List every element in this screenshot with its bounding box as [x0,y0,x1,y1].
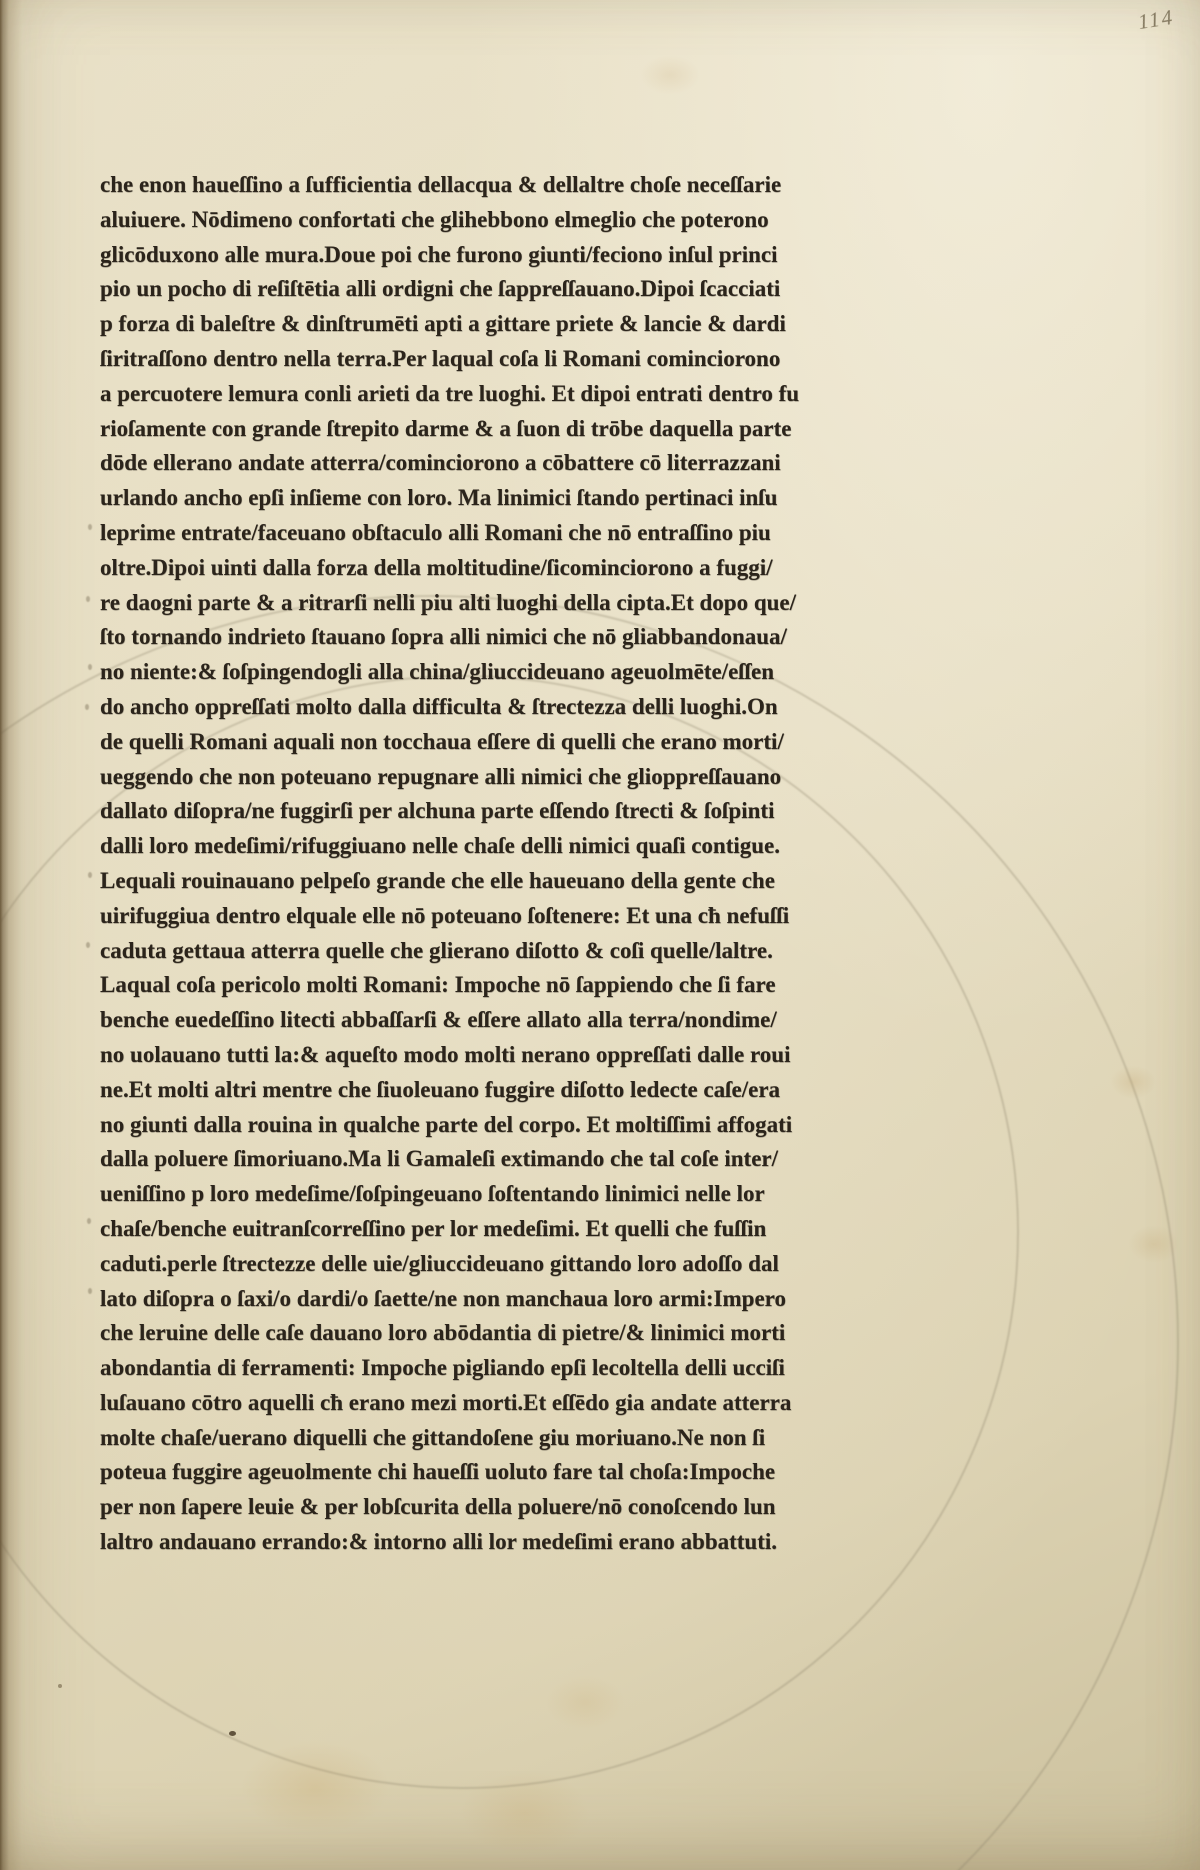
stain [1128,1225,1180,1263]
text-line: pio un pocho di reſiſtētia alli ordigni che ſappreſſauano.Dipoi ſcacciati [100,276,781,302]
stain [1110,1065,1156,1099]
text-line: dallato diſopra/ne fuggirſi per alchuna parte eſſendo ſtrecti & ſoſpinti [100,798,775,824]
stain [460,1770,590,1855]
text-line: do ancho oppreſſati molto dalla difficulta & ſtrectezza delli luoghi.On [100,693,778,719]
text-line: che leruine delle caſe dauano loro abōdantia di pietre/& linimici morti [100,1320,786,1346]
margin-speck [87,1218,91,1224]
text-block [100,168,945,1560]
text-line: aluiuere. Nōdimeno confortati che glihebbono elmeglio che poterono [100,206,769,232]
margin-speck [88,664,92,670]
ink-speck [58,1684,62,1688]
text-line: benche euedeſſino litecti abbaſſarſi & eſſere allato alla terra/nondime/ [100,1007,777,1033]
text-line: p forza di baleſtre & dinſtrumēti apti a gittare priete & lancie & dardi [100,311,786,337]
text-line: laltro andauano errando:& intorno alli lor medeſimi erano abbattuti. [100,1529,778,1555]
text-line: oltre.Dipoi uinti dalla forza della moltitudine/ſicominciorono a fuggi/ [100,554,773,580]
text-line: ne.Et molti altri mentre che ſiuoleuano fuggire diſotto ledecte caſe/era [100,1076,781,1102]
text-line: ueniſſino p loro medeſime/ſoſpingeuano ſoſtentando linimici nelle lor [100,1181,765,1207]
text-line: lato diſopra o ſaxi/o dardi/o ſaette/ne non manchaua loro armi:Impero [100,1285,786,1311]
text-line: ſiritraſſono dentro nella terra.Per laqual coſa li Romani cominciorono [100,345,781,371]
margin-speck [88,872,92,878]
text-line: urlando ancho epſi inſieme con loro. Ma linimici ſtando pertinaci inſu [100,485,778,511]
text-line: glicōduxono alle mura.Doue poi che furono giunti/feciono inſul princi [100,241,778,267]
text-line: ſto tornando indrieto ſtauano ſopra alli nimici che nō gliabbandonaua/ [100,624,787,650]
text-line: no giunti dalla rouina in qualche parte del corpo. Et moltiſſimi affogati [100,1111,793,1137]
margin-speck [88,1288,92,1294]
text-line: caduta gettaua atterra quelle che glierano diſotto & coſi quelle/laltre. [100,937,773,963]
text-line: ueggendo che non poteuano repugnare alli nimici che glioppreſſauano [100,763,782,789]
text-line: rioſamente con grande ſtrepito darme & a ſuon di trōbe daquella parte [100,415,792,441]
folio-number: 114 [1136,4,1176,35]
text-line: a percuotere lemura conli arieti da tre luoghi. Et dipoi entrati dentro fu [100,380,800,406]
margin-speck [85,704,89,710]
margin-speck [86,596,90,602]
text-line: Laqual coſa pericolo molti Romani: Impoche nō ſappiendo che ſi fare [100,972,776,998]
text-line: de quelli Romani aquali non tocchaua eſſere di quelli che erano morti/ [100,728,784,754]
text-line: poteua fuggire ageuolmente chi haueſſi uoluto fare tal choſa:Impoche [100,1459,776,1485]
text-line: dalla poluere ſimoriuano.Ma li Gamaleſi extimando che tal coſe inter/ [100,1146,779,1172]
text-line: leprime entrate/faceuano obſtaculo alli Romani che nō entraſſino piu [100,519,771,545]
text-line: re daogni parte & a ritrarſi nelli piu alti luoghi della cipta.Et dopo que/ [100,589,796,615]
text-line: per non ſapere leuie & per lobſcurita della poluere/nō conoſcendo lun [100,1494,776,1520]
page-gutter-edge [0,0,22,1870]
text-line: molte chaſe/uerano diquelli che gittandoſene giu moriuano.Ne non ſi [100,1424,766,1450]
ink-speck [229,1731,236,1736]
stain [240,1740,390,1835]
text-line: chaſe/benche euitranſcorreſſino per lor medeſimi. Et quelli che fuſſin [100,1215,767,1241]
text-line: no niente:& ſoſpingendogli alla china/gliuccideuano ageuolmēte/eſſen [100,659,775,685]
stain [545,1675,625,1730]
text-line: no uolauano tutti la:& aqueſto modo molti nerano oppreſſati dalle roui [100,1041,791,1067]
text-line: caduti.perle ſtrectezze delle uie/gliuccideuano gittando loro adoſſo dal [100,1250,779,1276]
margin-speck [86,942,90,948]
text-line: uirifuggiua dentro elquale elle nō poteuano ſoſtenere: Et una cħ nefuſſi [100,902,790,928]
text-line: Lequali rouinauano pelpeſo grande che elle haueuano della gente che [100,867,775,893]
text-line: che enon haueſſino a ſufficientia dellacqua & dellaltre choſe neceſſarie [100,172,782,197]
text-line: luſauano cōtro aquelli cħ erano mezi morti.Et eſſēdo gia andate atterra [100,1389,792,1415]
text-line: abondantia di ferramenti: Impoche pigliando epſi lecoltella delli ucciſi [100,1355,785,1381]
text-line: dōde ellerano andate atterra/cominciorono a cōbattere cō literrazzani [100,450,781,476]
stain [640,55,700,95]
margin-speck [88,524,92,530]
text-line: dalli loro medeſimi/rifuggiuano nelle chaſe delli nimici quaſi contigue. [100,833,781,859]
